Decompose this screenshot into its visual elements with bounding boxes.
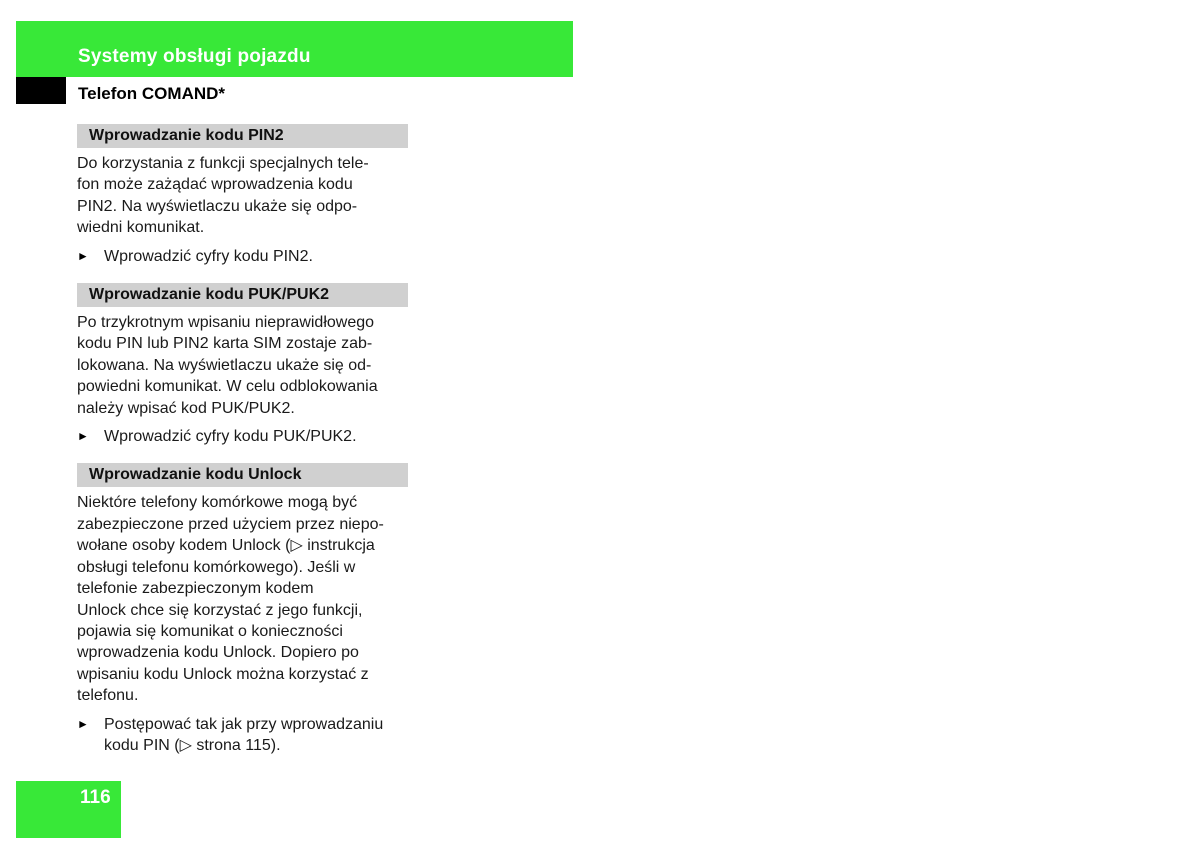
body-line: Do korzystania z funkcji specjalnych tele-: [77, 155, 369, 172]
section-heading-pin2: Wprowadzanie kodu PIN2: [77, 124, 408, 148]
body-line: wołane osoby kodem Unlock (▷ instrukcja: [77, 537, 375, 555]
chapter-title: Systemy obsługi pojazdu: [78, 46, 311, 67]
section-title: Telefon COMAND*: [78, 84, 226, 103]
body-line: powiedni komunikat. W celu odblokowania: [77, 378, 378, 396]
right-triangle-icon: ►: [77, 429, 89, 444]
section-body-pin2: [77, 153, 408, 239]
body-line: lokowana. Na wyświetlaczu ukaże się od-: [77, 356, 372, 374]
body-line: wprowadzenia kodu Unlock. Dopiero po: [77, 644, 359, 662]
body-line: kodu PIN lub PIN2 karta SIM zostaje zab-: [77, 335, 373, 353]
body-line: fon może zażądać wprowadzenia kodu: [77, 176, 353, 194]
bullet-line: Wprowadzić cyfry kodu PUK/PUK2.: [104, 428, 357, 446]
right-triangle-icon: ►: [77, 248, 89, 263]
page-number: 116: [80, 787, 111, 808]
bullet-line: Wprowadzić cyfry kodu PIN2.: [104, 247, 313, 265]
body-line: PIN2. Na wyświetlaczu ukaże się odpo-: [77, 197, 358, 215]
body-line: telefonie zabezpieczonym kodem: [77, 580, 314, 598]
body-line: pojawia się komunikat o konieczności: [77, 622, 343, 640]
instruction-bullet-pin2: [77, 246, 408, 267]
body-line: należy wpisać kod PUK/PUK2.: [77, 399, 295, 417]
body-line: Niektóre telefony komórkowe mogą być: [77, 494, 358, 512]
bullet-line: kodu PIN (▷ strona 115).: [104, 736, 281, 754]
body-line: Unlock chce się korzystać z jego funkcji,: [77, 601, 363, 619]
section-heading-puk: Wprowadzanie kodu PUK/PUK2: [77, 283, 408, 307]
section-heading-unlock: Wprowadzanie kodu Unlock: [77, 463, 408, 487]
body-line: zabezpieczone przed użyciem przez niepo-: [77, 515, 384, 533]
body-line: Po trzykrotnym wpisaniu nieprawidłowego: [77, 314, 375, 332]
right-triangle-icon: ►: [77, 716, 89, 731]
main-content: [77, 124, 408, 756]
instruction-bullet-unlock: [77, 714, 408, 757]
body-line: wpisaniu kodu Unlock można korzystać z: [77, 665, 369, 683]
bullet-line: Postępować tak jak przy wprowadzaniu: [104, 715, 384, 733]
section-marker-tab: [16, 77, 66, 104]
body-line: obsługi telefonu komórkowego). Jeśli w: [77, 558, 356, 576]
instruction-bullet-puk: [77, 426, 408, 447]
body-line: wiedni komunikat.: [77, 219, 205, 237]
section-body-puk: [77, 312, 408, 419]
section-body-unlock: [77, 492, 408, 706]
body-line: telefonu.: [77, 687, 139, 705]
